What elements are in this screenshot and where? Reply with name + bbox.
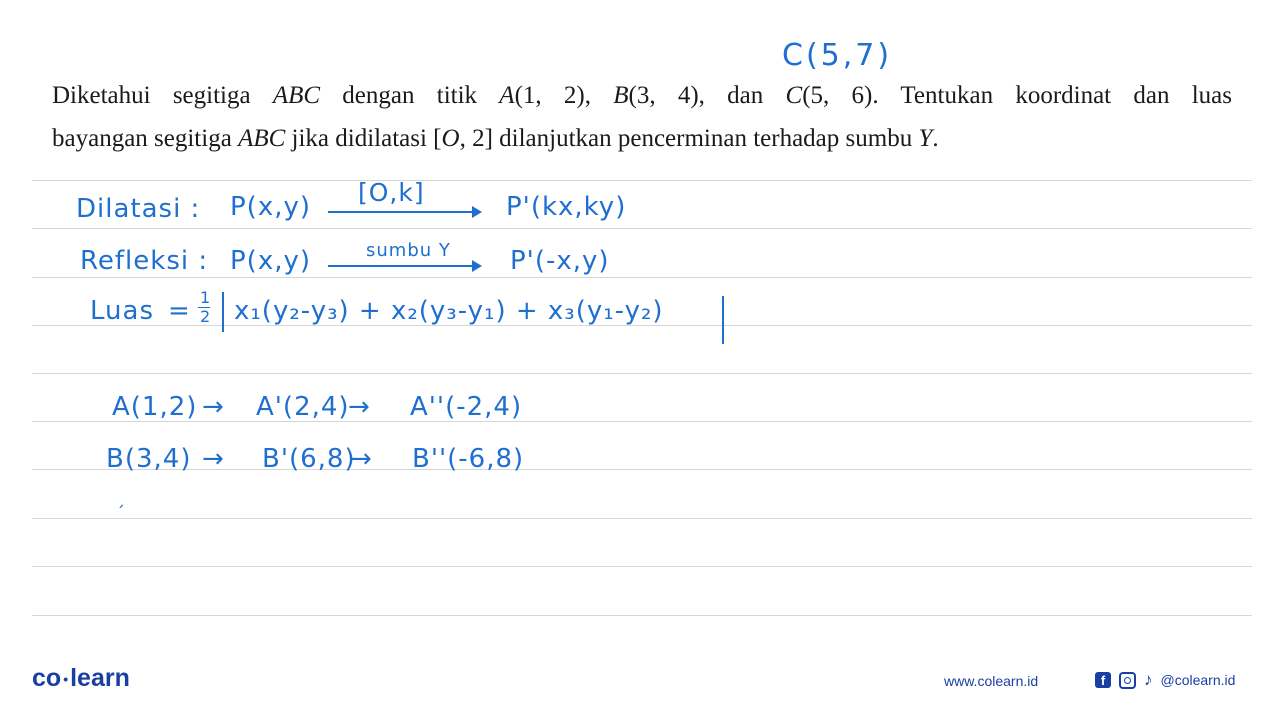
ruled-line (32, 180, 1252, 181)
facebook-icon[interactable]: f (1095, 672, 1111, 688)
website-link[interactable]: www.colearn.id (944, 673, 1039, 689)
luas-expression: x₁(y₂-y₃) + x₂(y₃-y₁) + x₃(y₁-y₂) (234, 296, 664, 326)
logo-part: learn (70, 664, 130, 692)
refleksi-to: P'(-x,y) (510, 246, 610, 276)
point-a-dilated: A'(2,4) (256, 392, 350, 422)
point-c-coord: (5, 6) (802, 82, 873, 109)
dilatasi-over-arrow: [O,k] (358, 178, 425, 207)
ruled-line (32, 518, 1252, 519)
triangle-name: ABC (272, 82, 321, 109)
point-a-original: A(1,2) (112, 392, 198, 422)
ruled-line (32, 228, 1252, 229)
point-b-reflected: B''(-6,8) (412, 444, 525, 474)
arrow-right-icon: → (202, 444, 225, 474)
arrow-head-icon (472, 206, 482, 218)
text: jika didilatasi [ (285, 125, 442, 152)
colearn-logo (32, 664, 130, 693)
luas-frac-den: 2 (200, 307, 212, 326)
abs-bar-left (222, 292, 224, 332)
tiktok-icon[interactable]: ♪ (1144, 670, 1153, 689)
arrow-right-icon: → (348, 392, 371, 422)
text: Diketahui segitiga (52, 82, 273, 109)
refleksi-label: Refleksi : (80, 246, 209, 276)
social-handle[interactable]: @colearn.id (1160, 672, 1236, 688)
point-b-coord: (3, 4) (628, 82, 699, 109)
ruled-line (32, 373, 1252, 374)
text: , 2] dilanjutkan pencerminan terhadap sumbu (459, 125, 919, 152)
problem-line-1 (52, 74, 1232, 117)
abs-bar-right (722, 296, 724, 344)
problem-line-2 (52, 117, 1232, 160)
axis-y-label: Y (918, 125, 933, 152)
text: , (584, 82, 614, 109)
text: . Tentukan koordinat dan luas (872, 82, 1232, 109)
dilatasi-arrow (328, 211, 474, 213)
luas-label: Luas (90, 296, 154, 326)
arrow-head-icon (472, 260, 482, 272)
ruled-line (32, 566, 1252, 567)
instagram-icon[interactable] (1119, 672, 1136, 689)
logo-dot: • (63, 671, 69, 688)
dilatasi-to: P'(kx,ky) (506, 192, 627, 222)
point-b-label: B (613, 82, 629, 109)
text: dengan titik (320, 82, 500, 109)
luas-frac-num: 1 (200, 288, 212, 307)
refleksi-from: P(x,y) (230, 246, 312, 276)
point-b-original: B(3,4) (106, 444, 192, 474)
arrow-right-icon: → (202, 392, 225, 422)
refleksi-arrow (328, 265, 474, 267)
point-b-dilated: B'(6,8) (262, 444, 356, 474)
luas-equals: = (168, 296, 191, 326)
refleksi-over-arrow: sumbu Y (366, 240, 451, 261)
ruled-line (32, 615, 1252, 616)
point-a-coord: (1, 2) (514, 82, 585, 109)
handwritten-note-c: C(5,7) (782, 38, 893, 73)
dilatasi-from: P(x,y) (230, 192, 312, 222)
text: bayangan segitiga (52, 125, 239, 152)
point-a-label: A (499, 82, 515, 109)
social-links (1095, 668, 1235, 692)
point-a-reflected: A''(-2,4) (410, 392, 523, 422)
stray-pen-mark: ˏ (116, 488, 126, 509)
arrow-right-icon: → (350, 444, 373, 474)
dilation-center: O (441, 125, 460, 152)
point-c-label: C (785, 82, 803, 109)
problem-statement (52, 74, 1232, 160)
dilatasi-label: Dilatasi : (76, 194, 201, 224)
triangle-name: ABC (238, 125, 286, 152)
text: , dan (698, 82, 786, 109)
logo-part: co (32, 664, 62, 692)
ruled-line (32, 277, 1252, 278)
text: . (932, 125, 939, 152)
